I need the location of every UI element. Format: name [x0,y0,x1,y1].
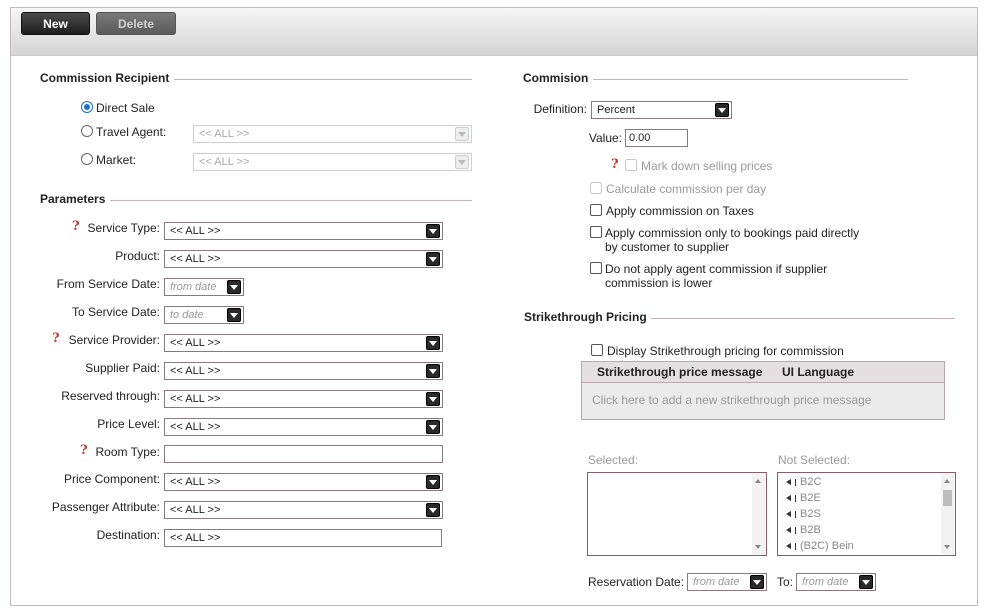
passenger-attribute-label: Passenger Attribute: [51,500,160,514]
service-type-label: Service Type: [87,221,160,235]
help-icon[interactable]: ? [611,157,619,172]
service-type-value: << ALL >> [170,225,221,237]
list-item-label: B2S [800,508,821,520]
service-type-select[interactable] [164,222,443,240]
strikethrough-grid-header [581,361,945,383]
chevron-down-icon [750,575,764,589]
list-item[interactable] [786,508,821,520]
to-service-date-picker[interactable] [164,306,244,324]
direct-sale-radio[interactable] [81,101,93,113]
strikethrough-title: Strikethrough Pricing [524,310,647,324]
service-provider-select[interactable] [164,334,443,352]
price-component-select[interactable] [164,473,443,491]
list-item-label: B2C [800,476,822,488]
reservation-from-placeholder: from date [693,576,740,588]
mark-down-checkbox[interactable] [625,159,637,171]
divider [174,79,472,80]
destination-label: Destination: [96,528,160,542]
list-item-label: B2E [800,492,821,504]
help-icon[interactable]: ? [72,219,80,234]
price-component-label: Price Component: [63,472,160,486]
list-item[interactable] [786,476,821,488]
arrow-left-icon [786,543,791,549]
parameters-title: Parameters [40,192,106,206]
no-agent-label-line2: commission is lower [605,276,713,290]
travel-agent-select[interactable] [193,125,472,143]
commission-recipient-title: Commission Recipient [40,71,170,85]
list-item[interactable] [786,540,854,552]
reservation-to-placeholder: from date [802,576,849,588]
separator [795,527,796,534]
per-day-label: Calculate commission per day [606,182,767,196]
delete-button[interactable]: Delete [96,12,176,35]
display-strikethrough-label: Display Strikethrough pricing for commission [607,344,844,358]
travel-agent-radio[interactable] [81,125,93,137]
selected-label: Selected: [588,453,639,467]
chevron-down-icon [227,280,241,294]
on-taxes-checkbox[interactable] [590,204,602,216]
price-level-value: << ALL >> [170,421,221,433]
product-value: << ALL >> [170,253,221,265]
from-service-date-placeholder: from date [170,281,217,293]
arrow-left-icon [786,479,791,485]
market-select[interactable] [193,153,472,171]
supplier-paid-value: << ALL >> [170,365,221,377]
separator [795,511,796,518]
supplier-paid-label: Supplier Paid: [85,361,160,375]
room-type-input[interactable] [164,445,443,463]
reservation-to-date-picker[interactable] [796,573,876,591]
product-label: Product: [115,249,160,263]
not-selected-label: Not Selected: [778,453,851,467]
value-input[interactable]: 0.00 [625,129,688,147]
per-day-checkbox[interactable] [590,182,602,194]
chevron-down-icon [426,336,440,350]
travel-agent-select-value: << ALL >> [199,128,250,140]
market-radio[interactable] [81,153,93,165]
definition-select[interactable] [591,101,732,119]
passenger-attribute-value: << ALL >> [170,504,221,516]
help-icon[interactable]: ? [52,331,60,346]
list-item-label: B2B [800,524,821,536]
from-service-date-label: From Service Date: [56,277,160,291]
chevron-down-icon [455,127,469,141]
only-direct-label-line2: by customer to supplier [605,240,730,254]
chevron-down-icon [227,308,241,322]
price-level-label: Price Level: [97,417,160,431]
scroll-down-icon[interactable] [755,545,761,549]
not-selected-listbox[interactable] [777,472,956,556]
new-button[interactable]: New [21,12,90,35]
divider [651,318,955,319]
chevron-down-icon [426,252,440,266]
scrollbar[interactable] [941,474,954,554]
direct-sale-label: Direct Sale [96,101,155,115]
chevron-down-icon [715,103,729,117]
from-service-date-picker[interactable] [164,278,244,296]
list-item[interactable] [786,524,821,536]
only-direct-checkbox[interactable] [590,226,602,238]
separator [795,495,796,502]
divider [110,200,472,201]
service-provider-label: Service Provider: [68,333,160,347]
supplier-paid-select[interactable] [164,362,443,380]
separator [795,479,796,486]
scrollbar[interactable] [752,474,765,554]
commission-title: Commision [523,71,589,85]
price-level-select[interactable] [164,418,443,436]
display-strikethrough-checkbox[interactable] [591,344,603,356]
destination-input[interactable]: << ALL >> [164,529,442,547]
service-provider-value: << ALL >> [170,337,221,349]
market-select-value: << ALL >> [199,156,250,168]
arrow-left-icon [786,495,791,501]
mark-down-label: Mark down selling prices [641,159,773,173]
only-direct-label-line1: Apply commission only to bookings paid directly [605,226,860,240]
help-icon[interactable]: ? [80,443,88,458]
product-select[interactable] [164,250,443,268]
definition-label: Definition: [533,102,587,116]
reservation-from-date-picker[interactable] [687,573,767,591]
reservation-date-label: Reservation Date: [588,575,685,589]
chevron-down-icon [426,224,440,238]
separator [795,543,796,550]
price-component-value: << ALL >> [170,476,221,488]
reserved-through-select[interactable] [164,390,443,408]
arrow-left-icon [786,511,791,517]
toolbar [11,8,977,56]
reserved-through-label: Reserved through: [61,389,160,403]
definition-value: Percent [597,104,635,116]
chevron-down-icon [859,575,873,589]
add-strikethrough-message-row[interactable]: Click here to add a new strikethrough price message [581,383,945,420]
arrow-left-icon [786,527,791,533]
value-label: Value: [588,131,622,145]
selected-listbox[interactable] [587,472,767,556]
scroll-thumb[interactable] [943,490,952,506]
scroll-up-icon[interactable] [755,479,761,483]
room-type-label: Room Type: [95,445,160,459]
no-agent-checkbox[interactable] [590,262,602,274]
column-header-language[interactable]: UI Language [782,365,855,379]
divider [593,79,908,80]
market-label: Market: [96,153,137,167]
chevron-down-icon [426,475,440,489]
reserved-through-value: << ALL >> [170,393,221,405]
list-item-label: (B2C) Bein [800,540,854,552]
to-service-date-label: To Service Date: [71,305,160,319]
to-service-date-placeholder: to date [170,309,204,321]
to-label: To: [777,575,794,589]
scroll-up-icon[interactable] [944,479,950,483]
passenger-attribute-select[interactable] [164,501,443,519]
column-header-message[interactable]: Strikethrough price message [597,365,763,379]
no-agent-label-line1: Do not apply agent commission if supplier [605,262,828,276]
chevron-down-icon [455,155,469,169]
on-taxes-label: Apply commission on Taxes [606,204,754,218]
travel-agent-label: Travel Agent: [96,125,167,139]
chevron-down-icon [426,364,440,378]
chevron-down-icon [426,392,440,406]
chevron-down-icon [426,503,440,517]
list-item[interactable] [786,492,821,504]
chevron-down-icon [426,420,440,434]
scroll-down-icon[interactable] [944,545,950,549]
